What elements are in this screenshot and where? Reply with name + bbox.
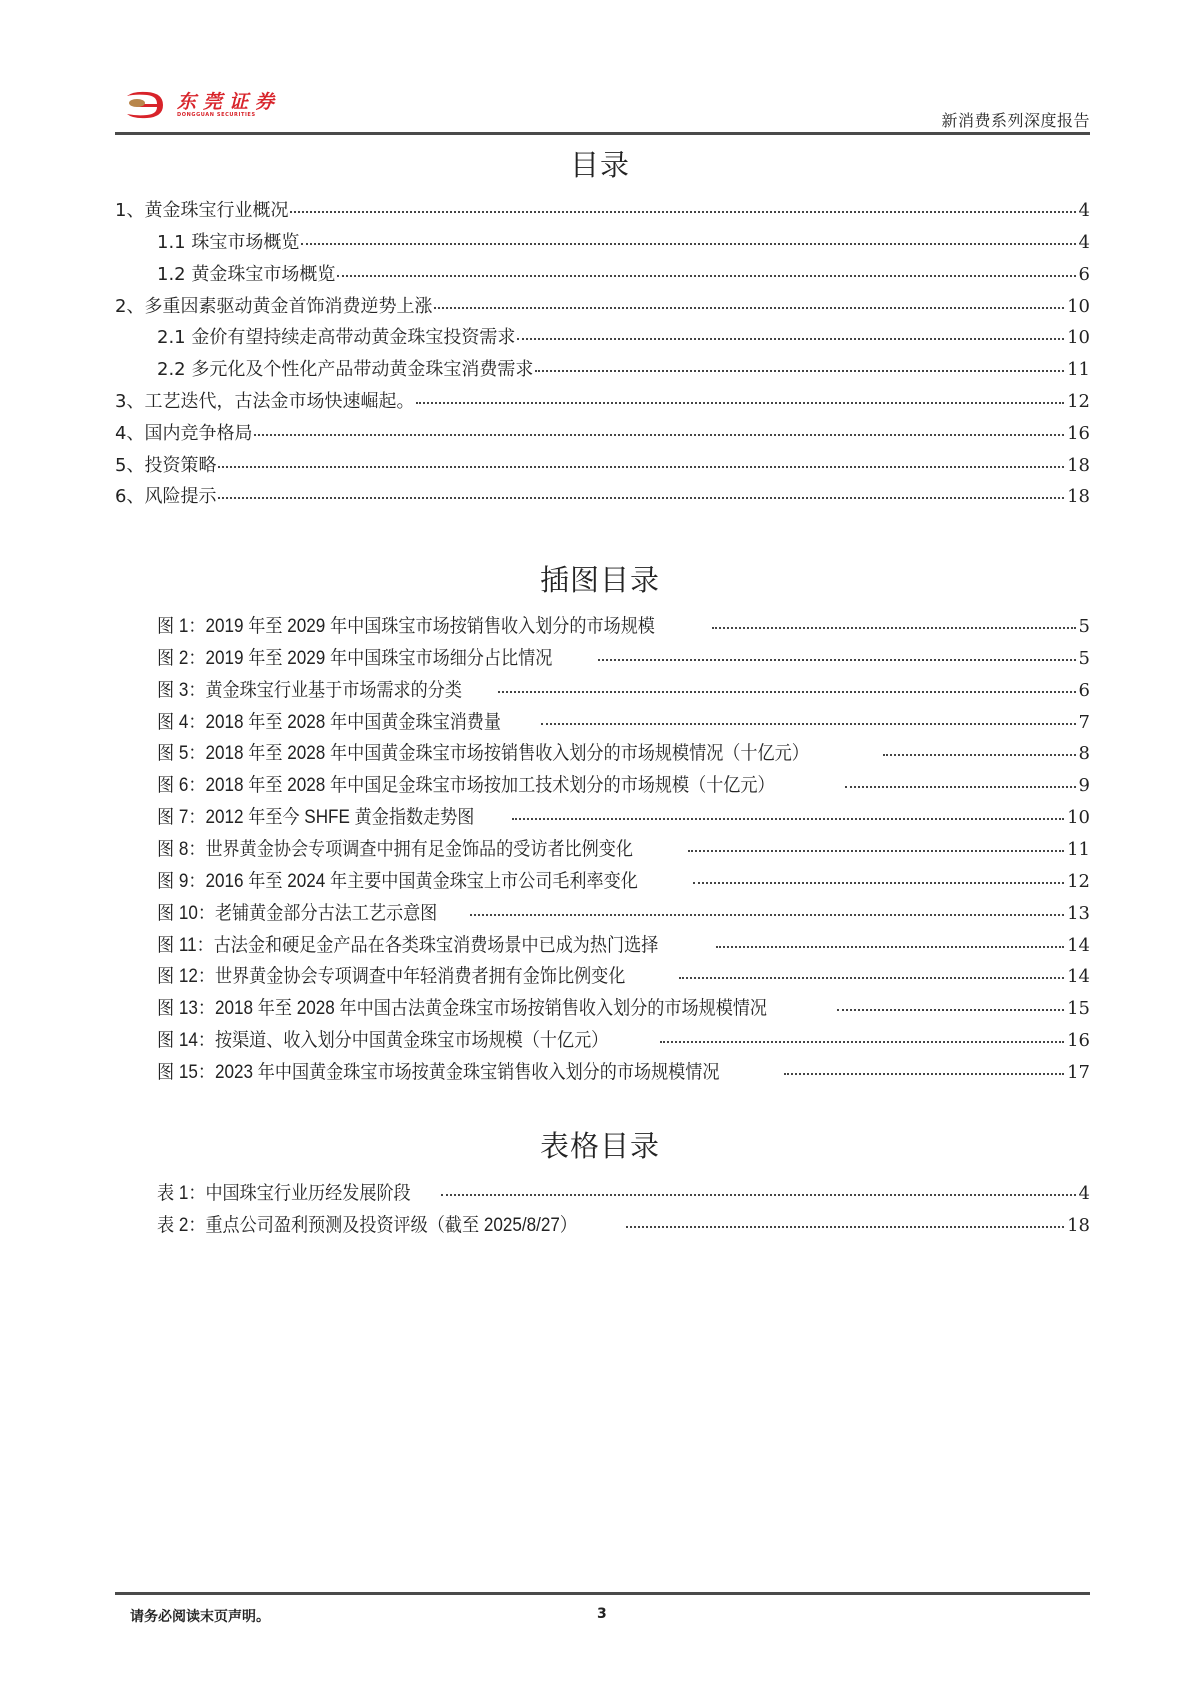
figure-item-label: 图 15：2023 年中国黄金珠宝市场按黄金珠宝销售收入划分的市场规模情况: [157, 1062, 720, 1083]
leader-dots: [626, 1224, 1064, 1228]
figure-item[interactable]: [157, 643, 1090, 675]
leader-dots: [218, 495, 1064, 499]
logo-name-cn: 东莞证券: [177, 90, 282, 113]
table-item-page: 18: [1067, 1215, 1090, 1236]
table-item-label: 表 1：中国珠宝行业历经发展阶段: [157, 1183, 411, 1204]
figure-item-page: 6: [1078, 680, 1090, 701]
company-logo: [123, 90, 281, 120]
toc-item-label: 2.1 金价有望持续走高带动黄金珠宝投资需求: [157, 327, 516, 348]
figure-item-label: 图 7：2012 年至今 SHFE 黄金指数走势图: [157, 807, 475, 828]
figure-item[interactable]: [157, 961, 1090, 993]
leader-dots: [337, 273, 1075, 277]
toc-item-page: 18: [1067, 455, 1090, 476]
toc-item-page: 10: [1067, 327, 1090, 348]
toc-item[interactable]: [115, 292, 1090, 324]
leader-dots: [598, 657, 1075, 661]
toc-item[interactable]: [157, 323, 1090, 355]
table-item-page: 4: [1078, 1183, 1090, 1204]
figure-item[interactable]: [157, 930, 1090, 962]
figure-item-label: 图 10：老铺黄金部分古法工艺示意图: [157, 903, 438, 924]
figure-item[interactable]: [157, 802, 1090, 834]
header-divider: [115, 132, 1090, 135]
toc-item[interactable]: [115, 451, 1090, 483]
toc-item-label: 3、工艺迭代，古法金市场快速崛起。: [115, 391, 415, 412]
page-number: 3: [597, 1606, 607, 1622]
figure-item-label: 图 13：2018 年至 2028 年中国古法黄金珠宝市场按销售收入划分的市场规模情况: [157, 998, 768, 1019]
figure-item[interactable]: [157, 834, 1090, 866]
leader-dots: [837, 1007, 1064, 1011]
figure-item-page: 11: [1067, 839, 1090, 860]
figure-item-page: 13: [1067, 903, 1090, 924]
toc-item-page: 11: [1067, 359, 1090, 380]
figure-item-label: 图 14：按渠道、收入划分中国黄金珠宝市场规模（十亿元）: [157, 1030, 609, 1051]
figure-item-label: 图 1：2019 年至 2029 年中国珠宝市场按销售收入划分的市场规模: [157, 616, 655, 637]
leader-dots: [688, 848, 1064, 852]
table-item[interactable]: [157, 1178, 1090, 1210]
leader-dots: [517, 336, 1064, 340]
figure-item[interactable]: [157, 770, 1090, 802]
toc-item-label: 1、黄金珠宝行业概况: [115, 200, 289, 221]
tables-title: 表格目录: [539, 1129, 660, 1163]
figure-item-page: 12: [1067, 871, 1090, 892]
leader-dots: [693, 880, 1064, 884]
table-item-label: 表 2：重点公司盈利预测及投资评级（截至 2025/8/27）: [157, 1215, 577, 1236]
figure-item-page: 14: [1067, 966, 1090, 987]
toc-item-label: 2.2 多元化及个性化产品带动黄金珠宝消费需求: [157, 359, 534, 380]
figure-item-label: 图 9：2016 年至 2024 年主要中国黄金珠宝上市公司毛利率变化: [157, 871, 638, 892]
figure-item-page: 8: [1078, 743, 1090, 764]
toc-item-page: 6: [1078, 264, 1090, 285]
toc-item[interactable]: [115, 387, 1090, 419]
leader-dots: [845, 784, 1075, 788]
leader-dots: [535, 368, 1064, 372]
figure-item-label: 图 12：世界黄金协会专项调查中年轻消费者拥有金饰比例变化: [157, 966, 626, 987]
leader-dots: [434, 305, 1064, 309]
leader-dots: [679, 975, 1064, 979]
toc-title: 目录: [569, 148, 630, 182]
figure-item-page: 17: [1067, 1062, 1090, 1083]
figure-item-label: 图 3：黄金珠宝行业基于市场需求的分类: [157, 680, 462, 701]
toc-item-label: 1.1 珠宝市场概览: [157, 232, 300, 253]
leader-dots: [784, 1071, 1064, 1075]
toc-item-page: 4: [1078, 200, 1090, 221]
logo-name-en: DONGGUAN SECURITIES: [177, 111, 256, 118]
leader-dots: [716, 944, 1064, 948]
figure-item-label: 图 6：2018 年至 2028 年中国足金珠宝市场按加工技术划分的市场规模（十亿元）: [157, 775, 775, 796]
leader-dots: [712, 625, 1075, 629]
figure-item-page: 10: [1067, 807, 1090, 828]
figure-item-label: 图 8：世界黄金协会专项调查中拥有足金饰品的受访者比例变化: [157, 839, 633, 860]
footer-disclaimer: 请务必阅读末页声明。: [130, 1609, 270, 1625]
figures-title: 插图目录: [539, 563, 660, 597]
figure-item-page: 9: [1078, 775, 1090, 796]
leader-dots: [254, 432, 1064, 436]
toc-item-label: 2、多重因素驱动黄金首饰消费逆势上涨: [115, 296, 433, 317]
leader-dots: [883, 752, 1075, 756]
toc-item-page: 12: [1067, 391, 1090, 412]
leader-dots: [416, 400, 1064, 404]
leader-dots: [512, 816, 1064, 820]
figure-item[interactable]: [157, 675, 1090, 707]
figure-item-page: 7: [1078, 712, 1090, 733]
toc-item-label: 4、国内竞争格局: [115, 423, 253, 444]
leader-dots: [470, 912, 1064, 916]
toc-item-page: 10: [1067, 296, 1090, 317]
figure-item[interactable]: [157, 866, 1090, 898]
figure-item[interactable]: [157, 707, 1090, 739]
figure-item-page: 14: [1067, 935, 1090, 956]
toc-item[interactable]: [157, 260, 1090, 292]
figure-item[interactable]: [157, 611, 1090, 643]
toc-item-label: 6、风险提示: [115, 486, 217, 507]
figure-item-label: 图 11：古法金和硬足金产品在各类珠宝消费场景中已成为热门选择: [157, 935, 659, 956]
figure-item-page: 16: [1067, 1030, 1090, 1051]
leader-dots: [301, 241, 1075, 245]
report-type-label: 新消费系列深度报告: [941, 111, 1090, 130]
leader-dots: [498, 689, 1076, 693]
figure-item[interactable]: [157, 738, 1090, 770]
leader-dots: [218, 464, 1064, 468]
leader-dots: [660, 1039, 1064, 1043]
logo-mark-icon: [123, 90, 165, 120]
leader-dots: [290, 209, 1075, 213]
figure-item-page: 5: [1078, 648, 1090, 669]
toc-item-page: 18: [1067, 486, 1090, 507]
figure-item[interactable]: [157, 1057, 1090, 1089]
leader-dots: [541, 721, 1075, 725]
toc-item[interactable]: [115, 419, 1090, 451]
footer-divider: [115, 1592, 1090, 1595]
toc-item-page: 4: [1078, 232, 1090, 253]
table-item[interactable]: [157, 1210, 1090, 1242]
figure-item-label: 图 5：2018 年至 2028 年中国黄金珠宝市场按销售收入划分的市场规模情况（十亿元）: [157, 743, 809, 764]
figure-item[interactable]: [157, 993, 1090, 1025]
toc-item[interactable]: [115, 196, 1090, 228]
toc-item[interactable]: [157, 355, 1090, 387]
toc-item-page: 16: [1067, 423, 1090, 444]
figure-item-label: 图 2：2019 年至 2029 年中国珠宝市场细分占比情况: [157, 648, 553, 669]
figure-item-page: 15: [1067, 998, 1090, 1019]
toc-item[interactable]: [157, 228, 1090, 260]
figure-item-page: 5: [1078, 616, 1090, 637]
leader-dots: [441, 1192, 1076, 1196]
toc-item-label: 5、投资策略: [115, 455, 217, 476]
figure-item[interactable]: [157, 1025, 1090, 1057]
figure-item-label: 图 4：2018 年至 2028 年中国黄金珠宝消费量: [157, 712, 501, 733]
toc-item[interactable]: [115, 482, 1090, 514]
figure-item[interactable]: [157, 898, 1090, 930]
toc-item-label: 1.2 黄金珠宝市场概览: [157, 264, 336, 285]
page-header: [115, 88, 1090, 134]
